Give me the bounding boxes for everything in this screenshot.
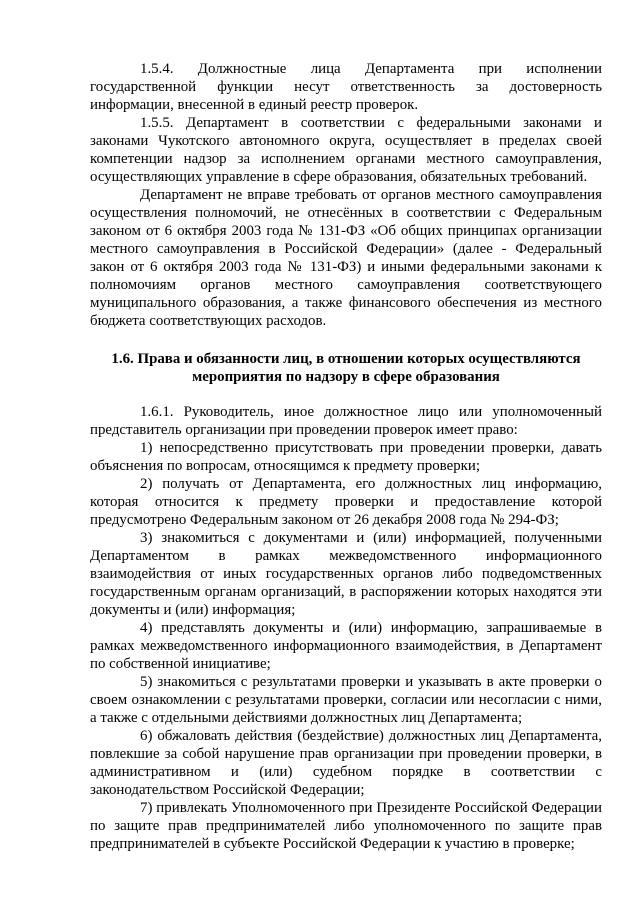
paragraph-1-6-1: 1.6.1. Руководитель, иное должностное лицо или уполномоченный представитель организации при проведении проверок имеет право: — [90, 404, 602, 438]
rights-item-6: 6) обжаловать действия (бездействие) должностных лиц Департамента, повлекшие за собой нарушение прав организации при проведении проверки, в административном и (или) судебном порядке в соответствии с законодательством Российской Федерации; — [90, 728, 602, 798]
paragraph-1-5-4: 1.5.4. Должностные лица Департамента при исполнении государственной функции несут ответственность за достоверность информации, внесенной в единый реестр проверок. — [90, 61, 602, 113]
rights-item-4: 4) представлять документы и (или) информацию, запрашиваемые в рамках межведомственного информационного взаимодействия, в Департамент по собственной инициативе; — [90, 620, 602, 672]
paragraph-restriction: Департамент не вправе требовать от органов местного самоуправления осуществления полномочий, не отнесённых в соответствии с Федеральным законом от 6 октября 2003 года № 131-ФЗ «Об общих принципах организации местного самоуправления в Российской Федерации» (далее - Федеральный закон от 6 октября 2003 года № 131-ФЗ) и иными федеральными законами к полномочиям органов местного самоуправления соответствующего муниципального образования, а также финансового обеспечения из местного бюджета соответствующих расходов. — [90, 187, 602, 329]
paragraph-1-5-5: 1.5.5. Департамент в соответствии с федеральными законами и законами Чукотского автономного округа, осуществляет в пределах своей компетенции надзор за исполнением органами местного самоуправления, осуществляющих управление в сфере образования, обязательных требований. — [90, 115, 602, 185]
heading-line-1: 1.6. Права и обязанности лиц, в отношении которых осуществляются — [111, 351, 581, 367]
section-heading-1-6 — [90, 350, 602, 386]
rights-item-5: 5) знакомиться с результатами проверки и указывать в акте проверки о своем ознакомлении с результатами проверки, согласии или несогласии с ними, а также с отдельными действиями должностных лиц Департамента; — [90, 674, 602, 726]
rights-item-1: 1) непосредственно присутствовать при проведении проверки, давать объяснения по вопросам, относящимся к предмету проверки; — [90, 440, 602, 474]
rights-item-2: 2) получать от Департамента, его должностных лиц информацию, которая относится к предмету проверки и предоставление которой предусмотрено Федеральным законом от 26 декабря 2008 года № 294-ФЗ; — [90, 476, 602, 528]
rights-item-3: 3) знакомиться с документами и (или) информацией, полученными Департаментом в рамках межведомственного информационного взаимодействия от иных государственных органов либо подведомственных государственным органам организаций, в распоряжении которых находятся эти документы и (или) информация; — [90, 530, 602, 618]
rights-item-7: 7) привлекать Уполномоченного при Президенте Российской Федерации по защите прав предпринимателей либо уполномоченного по защите прав предпринимателей в субъекте Российской Федерации к участию в проверке; — [90, 800, 602, 852]
heading-line-2: мероприятия по надзору в сфере образования — [192, 369, 500, 385]
document-page — [90, 60, 602, 853]
